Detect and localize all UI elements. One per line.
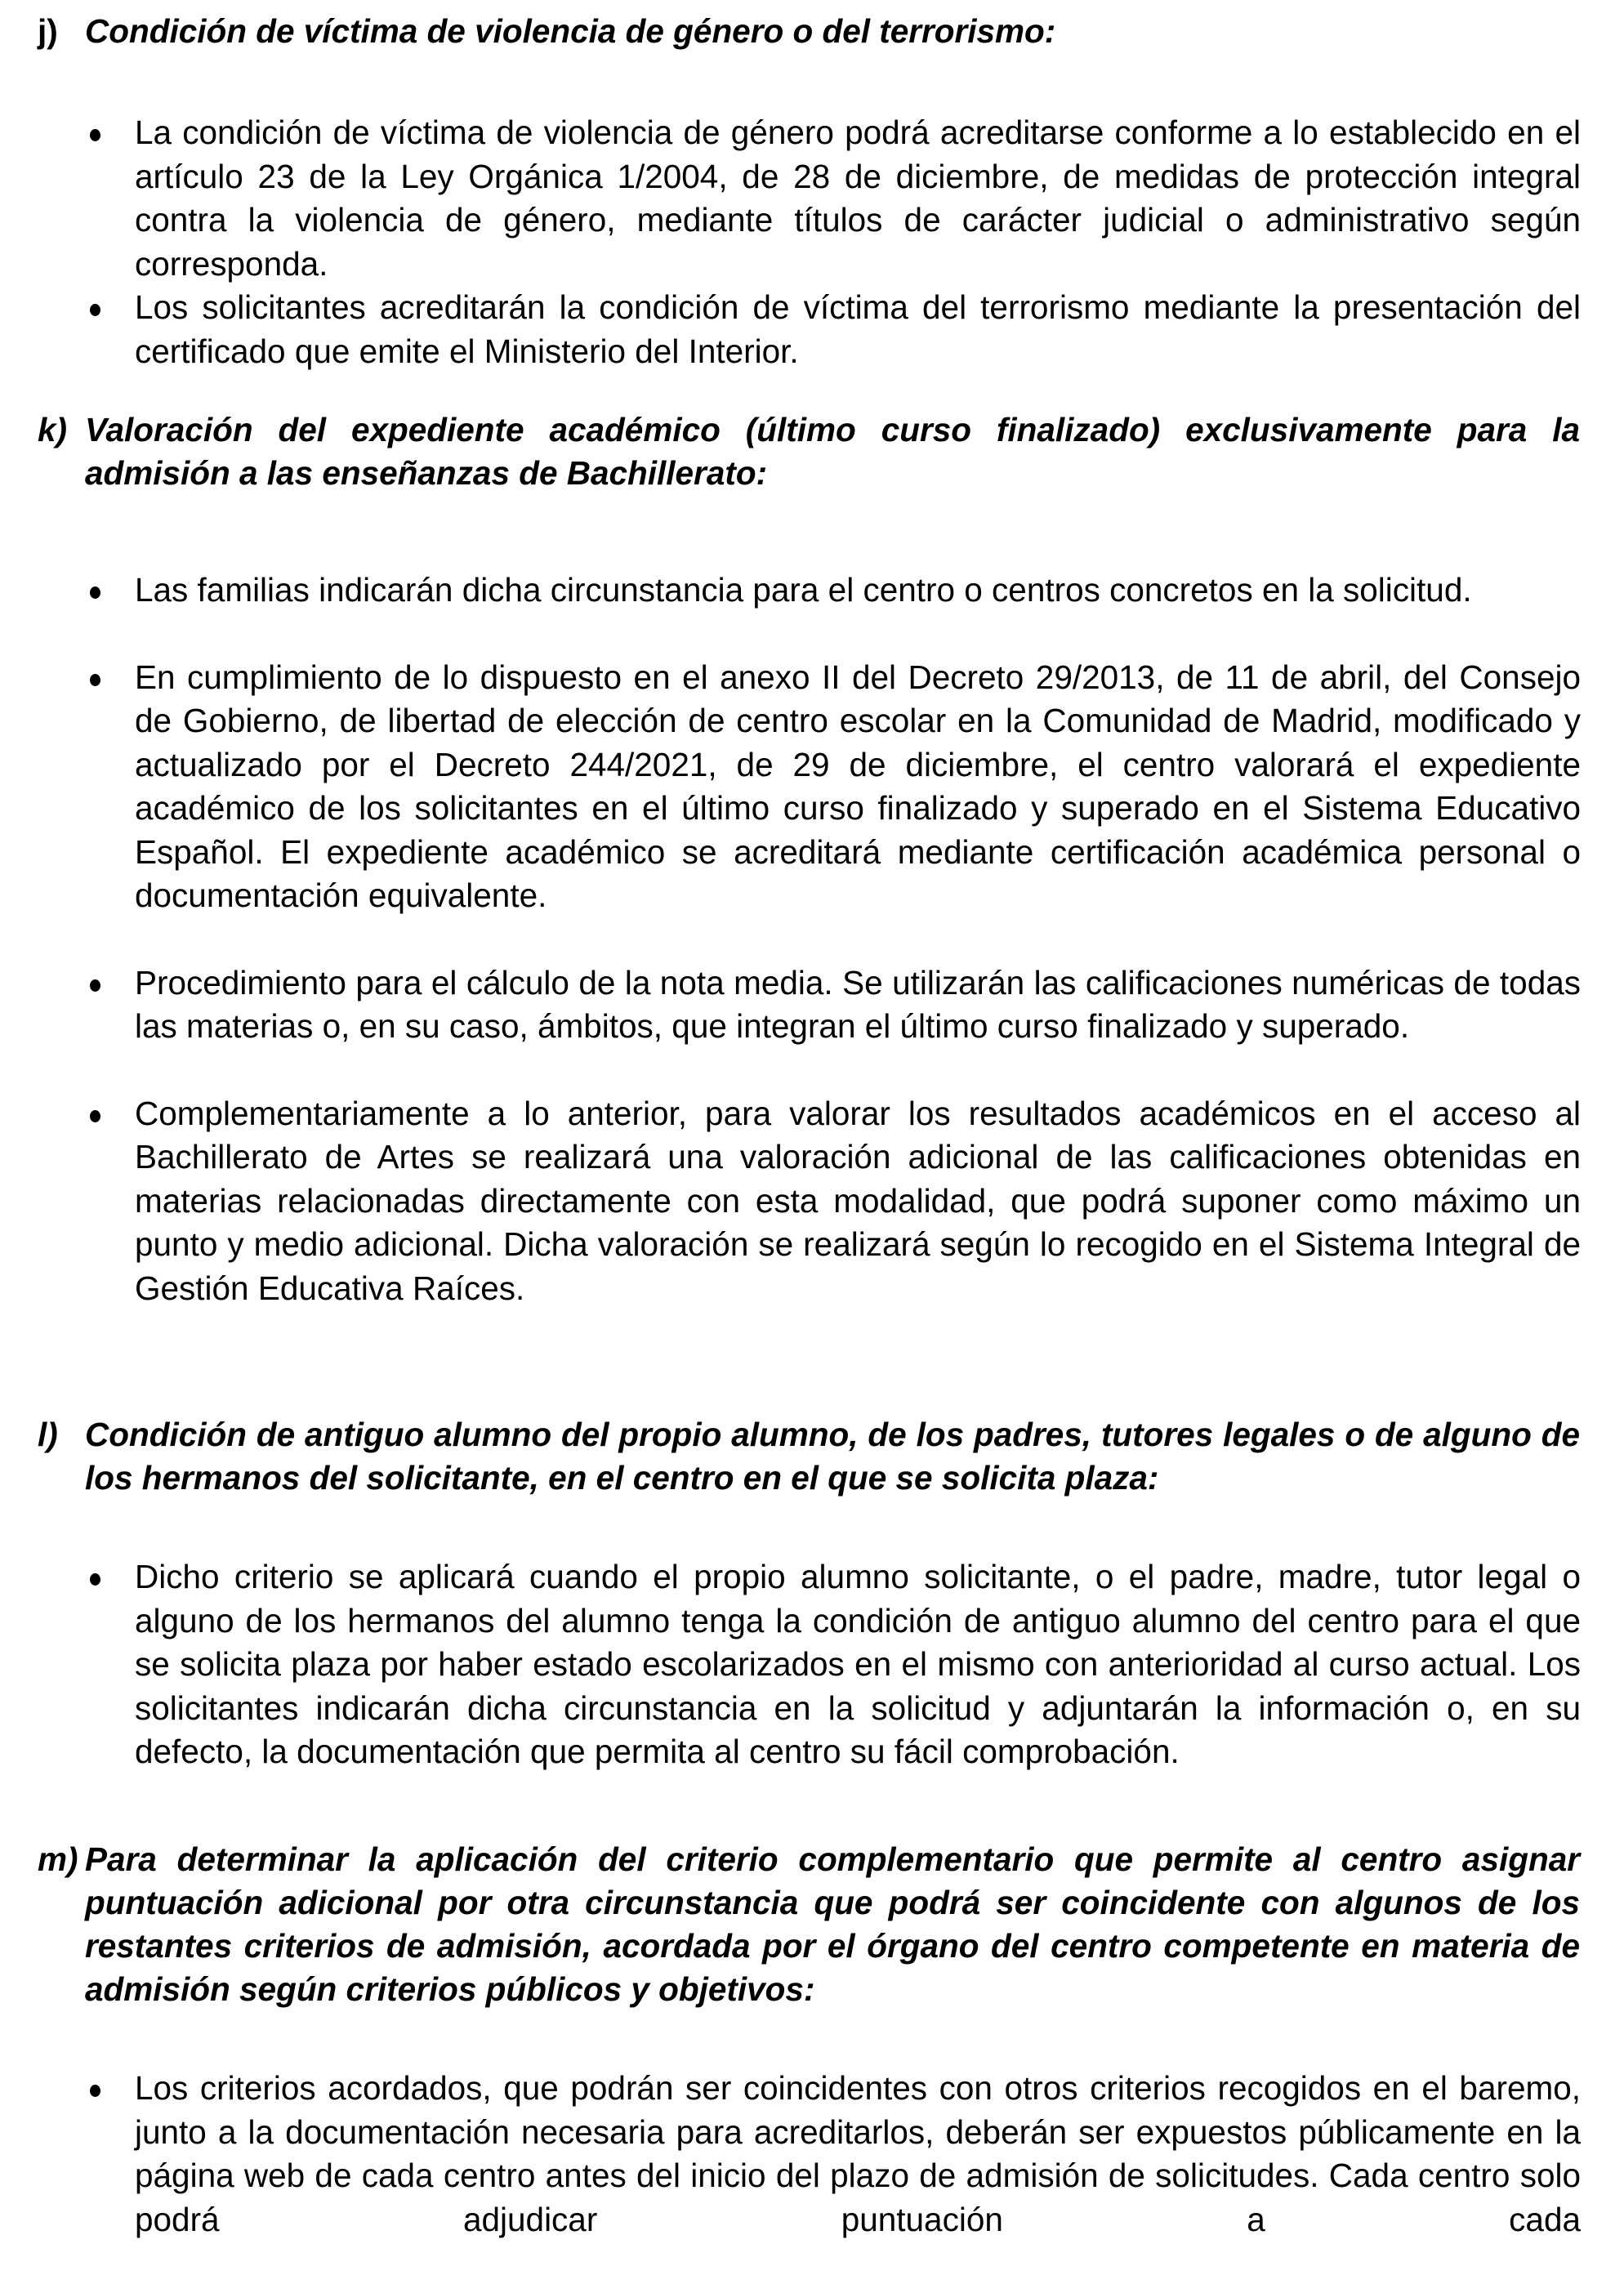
section-title: Condición de antiguo alumno del propio alumno, de los padres, tutores legales o de alguno de los hermanos del solicitante, en el centro en el que se solicita plaza: — [85, 1416, 1580, 1497]
section-letter: l) — [38, 1416, 58, 1453]
section-title: Condición de víctima de violencia de género o del terrorismo: — [85, 12, 1056, 50]
list-item — [135, 1555, 1581, 1774]
section-m — [0, 1838, 1581, 2242]
list-item — [135, 2067, 1581, 2242]
section-heading — [38, 408, 1580, 495]
section-letter: k) — [38, 411, 68, 448]
section-l — [0, 1413, 1581, 1774]
bullet-list — [0, 569, 1581, 1310]
list-item — [135, 1092, 1581, 1311]
list-item — [135, 961, 1581, 1049]
section-letter: j) — [38, 12, 58, 50]
list-item — [135, 656, 1581, 918]
bullet-list — [0, 111, 1581, 373]
bullet-icon — [90, 979, 100, 992]
section-heading — [38, 1838, 1580, 2011]
bullet-list — [0, 2067, 1581, 2242]
list-item-text: Complementariamente a lo anterior, para valorar los resultados académicos en el acceso al Bachillerato de Artes se realizará una valoración adicional de las calificaciones obtenidas en materias relacionadas directamente con esta modalidad, que podrá suponer como máximo un punto y medio adicional. Dicha valoración se realizará según lo recogido en el Sistema Integral de Gestión Educativa Raíces. — [135, 1094, 1581, 1307]
bullet-icon — [90, 129, 100, 141]
list-item-text: Procedimiento para el cálculo de la nota media. Se utilizarán las calificaciones numéricas de todas las materias o, en su caso, ámbitos, que integran el último curso finalizado y superado. — [135, 963, 1581, 1045]
list-item-text: En cumplimiento de lo dispuesto en el anexo II del Decreto 29/2013, de 11 de abril, del Consejo de Gobierno, de libertad de elección de centro escolar en la Comunidad de Madrid, modificado y actualizado por el Decreto 244/2021, de 29 de diciembre, el centro valorará el expediente académico de los solicitantes en el último curso finalizado y superado en el Sistema Educativo Español. El expediente académico se acreditará mediante certificación académica personal o documentación equivalente. — [135, 658, 1581, 914]
bullet-icon — [90, 2085, 100, 2097]
bullet-list — [0, 1555, 1581, 1774]
section-title: Valoración del expediente académico (último curso finalizado) exclusivamente para la admisión a las enseñanzas de Bachillerato: — [85, 411, 1580, 492]
bullet-icon — [90, 674, 100, 686]
list-item — [135, 569, 1581, 613]
list-item-text: La condición de víctima de violencia de género podrá acreditarse conforme a lo establecido en el artículo 23 de la Ley Orgánica 1/2004, de 28 de diciembre, de medidas de protección integral contra la violencia de género, mediante títulos de carácter judicial o administrativo según corresponda. — [135, 114, 1581, 283]
list-item-text: Las familias indicarán dicha circunstancia para el centro o centros concretos en la solicitud. — [135, 571, 1472, 609]
section-k — [0, 408, 1581, 1310]
list-item-text: Dicho criterio se aplicará cuando el propio alumno solicitante, o el padre, madre, tutor legal o alguno de los hermanos del alumno tenga la condición de antiguo alumno del centro para el que se solicita plaza por haber estado escolarizados en el mismo con anterioridad al curso actual. Los solicitantes indicarán dicha circunstancia en la solicitud y adjuntarán la información o, en su defecto, la documentación que permita al centro su fácil comprobación. — [135, 1558, 1581, 1770]
list-item — [135, 111, 1581, 286]
bullet-icon — [90, 1110, 100, 1122]
section-j — [0, 10, 1581, 373]
bullet-icon — [90, 304, 100, 316]
bullet-icon — [90, 1573, 100, 1586]
bullet-icon — [90, 587, 100, 599]
list-item — [135, 286, 1581, 373]
list-item-text: Los criterios acordados, que podrán ser coincidentes con otros criterios recogidos en el baremo, junto a la documentación necesaria para acreditarlos, deberán ser expuestos públicamente en la página web de cada centro antes del inicio del plazo de admisión de solicitudes. Cada centro solo podrá adjudicar puntuación a cada — [135, 2069, 1581, 2238]
list-item-text: Los solicitantes acreditarán la condición de víctima del terrorismo mediante la presentación del certificado que emite el Ministerio del Interior. — [135, 288, 1581, 370]
section-letter: m) — [38, 1840, 78, 1878]
section-heading — [38, 1413, 1580, 1500]
section-title: Para determinar la aplicación del criterio complementario que permite al centro asignar puntuación adicional por otra circunstancia que podrá ser coincidente con algunos de los restantes criterios de admisión, acordada por el órgano del centro competente en materia de admisión según criterios públicos y objetivos: — [85, 1840, 1580, 2008]
section-heading — [38, 10, 1580, 53]
